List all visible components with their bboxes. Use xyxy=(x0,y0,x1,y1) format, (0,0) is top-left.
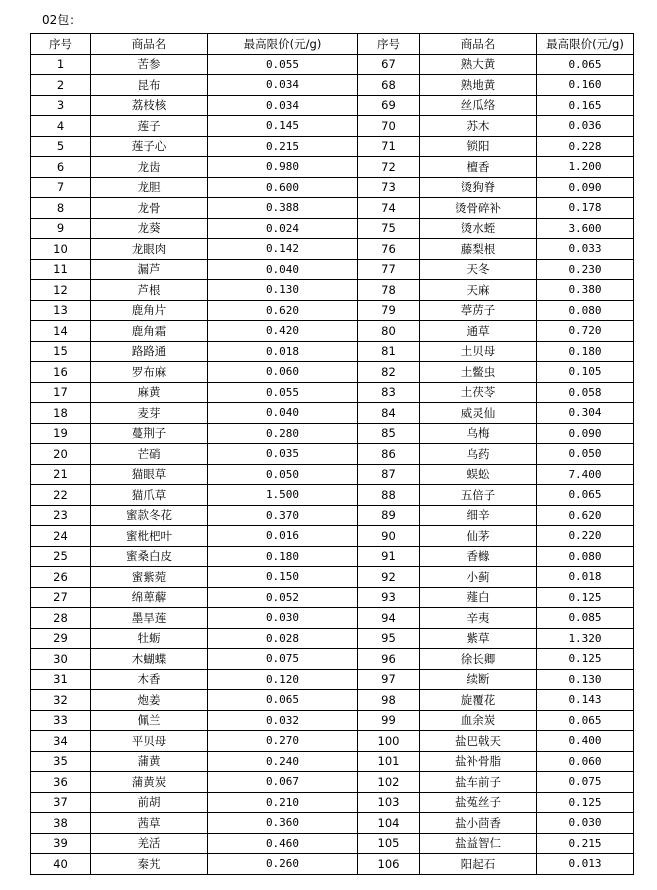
max-price-cell: 1.500 xyxy=(208,485,358,506)
product-name-cell: 熟大黄 xyxy=(420,54,537,75)
row-index-cell: 79 xyxy=(358,300,420,321)
table-row xyxy=(31,772,634,793)
header-row xyxy=(31,34,634,55)
product-name-cell: 天麻 xyxy=(420,280,537,301)
row-index-cell: 2 xyxy=(31,75,91,96)
product-name-cell: 葶苈子 xyxy=(420,300,537,321)
row-index-cell: 16 xyxy=(31,362,91,383)
max-price-cell: 0.620 xyxy=(537,505,634,526)
row-index-cell: 21 xyxy=(31,464,91,485)
max-price-cell: 0.080 xyxy=(537,546,634,567)
row-index-cell: 103 xyxy=(358,792,420,813)
row-index-cell: 1 xyxy=(31,54,91,75)
max-price-cell: 0.460 xyxy=(208,833,358,854)
product-name-cell: 昆布 xyxy=(91,75,208,96)
row-index-cell: 13 xyxy=(31,300,91,321)
product-name-cell: 天冬 xyxy=(420,259,537,280)
max-price-cell: 0.065 xyxy=(537,710,634,731)
row-index-cell: 36 xyxy=(31,772,91,793)
row-index-cell: 3 xyxy=(31,95,91,116)
product-name-cell: 羌活 xyxy=(91,833,208,854)
product-name-cell: 蜜紫菀 xyxy=(91,567,208,588)
max-price-cell: 0.620 xyxy=(208,300,358,321)
table-row xyxy=(31,259,634,280)
row-index-cell: 101 xyxy=(358,751,420,772)
row-index-cell: 30 xyxy=(31,649,91,670)
row-index-cell: 28 xyxy=(31,608,91,629)
max-price-cell: 0.052 xyxy=(208,587,358,608)
table-row xyxy=(31,464,634,485)
product-name-cell: 荔枝核 xyxy=(91,95,208,116)
table-row xyxy=(31,444,634,465)
row-index-cell: 105 xyxy=(358,833,420,854)
product-name-cell: 前胡 xyxy=(91,792,208,813)
product-name-cell: 土鳖虫 xyxy=(420,362,537,383)
max-price-cell: 0.125 xyxy=(537,649,634,670)
max-price-cell: 0.130 xyxy=(208,280,358,301)
row-index-cell: 37 xyxy=(31,792,91,813)
max-price-cell: 0.030 xyxy=(208,608,358,629)
table-row xyxy=(31,54,634,75)
row-index-cell: 93 xyxy=(358,587,420,608)
table-row xyxy=(31,157,634,178)
max-price-cell: 0.030 xyxy=(537,813,634,834)
row-index-cell: 99 xyxy=(358,710,420,731)
product-name-cell: 蔓荆子 xyxy=(91,423,208,444)
header-max-price: 最高限价(元/g) xyxy=(537,34,634,55)
max-price-cell: 0.215 xyxy=(208,136,358,157)
product-name-cell: 蒲黄 xyxy=(91,751,208,772)
row-index-cell: 22 xyxy=(31,485,91,506)
product-name-cell: 苦参 xyxy=(91,54,208,75)
row-index-cell: 39 xyxy=(31,833,91,854)
max-price-cell: 0.018 xyxy=(537,567,634,588)
max-price-cell: 0.065 xyxy=(537,485,634,506)
product-name-cell: 土茯苓 xyxy=(420,382,537,403)
max-price-cell: 0.067 xyxy=(208,772,358,793)
product-name-cell: 平贝母 xyxy=(91,731,208,752)
max-price-cell: 0.075 xyxy=(208,649,358,670)
max-price-cell: 0.230 xyxy=(537,259,634,280)
row-index-cell: 75 xyxy=(358,218,420,239)
product-name-cell: 续断 xyxy=(420,669,537,690)
max-price-cell: 0.075 xyxy=(537,772,634,793)
header-index: 序号 xyxy=(358,34,420,55)
row-index-cell: 72 xyxy=(358,157,420,178)
row-index-cell: 68 xyxy=(358,75,420,96)
table-row xyxy=(31,628,634,649)
row-index-cell: 84 xyxy=(358,403,420,424)
max-price-cell: 0.360 xyxy=(208,813,358,834)
max-price-cell: 0.215 xyxy=(537,833,634,854)
max-price-cell: 0.160 xyxy=(537,75,634,96)
max-price-cell: 0.058 xyxy=(537,382,634,403)
max-price-cell: 0.040 xyxy=(208,403,358,424)
max-price-cell: 0.050 xyxy=(537,444,634,465)
product-name-cell: 盐菟丝子 xyxy=(420,792,537,813)
product-name-cell: 锁阳 xyxy=(420,136,537,157)
product-name-cell: 龙眼肉 xyxy=(91,239,208,260)
table-row xyxy=(31,116,634,137)
table-row xyxy=(31,833,634,854)
max-price-cell: 0.130 xyxy=(537,669,634,690)
product-name-cell: 烫狗脊 xyxy=(420,177,537,198)
row-index-cell: 23 xyxy=(31,505,91,526)
product-name-cell: 香橼 xyxy=(420,546,537,567)
max-price-cell: 0.165 xyxy=(537,95,634,116)
table-row xyxy=(31,567,634,588)
row-index-cell: 104 xyxy=(358,813,420,834)
product-name-cell: 薤白 xyxy=(420,587,537,608)
max-price-cell: 0.033 xyxy=(537,239,634,260)
product-name-cell: 威灵仙 xyxy=(420,403,537,424)
max-price-cell: 0.013 xyxy=(537,854,634,875)
max-price-cell: 0.018 xyxy=(208,341,358,362)
table-row xyxy=(31,710,634,731)
row-index-cell: 70 xyxy=(358,116,420,137)
max-price-cell: 0.980 xyxy=(208,157,358,178)
row-index-cell: 6 xyxy=(31,157,91,178)
table-row xyxy=(31,177,634,198)
product-name-cell: 通草 xyxy=(420,321,537,342)
table-row xyxy=(31,280,634,301)
row-index-cell: 38 xyxy=(31,813,91,834)
max-price-cell: 0.120 xyxy=(208,669,358,690)
product-name-cell: 盐小茴香 xyxy=(420,813,537,834)
product-name-cell: 龙葵 xyxy=(91,218,208,239)
max-price-cell: 0.040 xyxy=(208,259,358,280)
max-price-cell: 0.036 xyxy=(537,116,634,137)
product-name-cell: 佩兰 xyxy=(91,710,208,731)
table-row xyxy=(31,485,634,506)
max-price-cell: 0.125 xyxy=(537,587,634,608)
row-index-cell: 71 xyxy=(358,136,420,157)
row-index-cell: 77 xyxy=(358,259,420,280)
max-price-cell: 0.090 xyxy=(537,423,634,444)
product-name-cell: 芦根 xyxy=(91,280,208,301)
max-price-cell: 0.143 xyxy=(537,690,634,711)
max-price-cell: 0.105 xyxy=(537,362,634,383)
header-max-price: 最高限价(元/g) xyxy=(208,34,358,55)
max-price-cell: 0.260 xyxy=(208,854,358,875)
product-name-cell: 丝瓜络 xyxy=(420,95,537,116)
max-price-cell: 3.600 xyxy=(537,218,634,239)
table-row xyxy=(31,587,634,608)
product-name-cell: 阳起石 xyxy=(420,854,537,875)
row-index-cell: 10 xyxy=(31,239,91,260)
product-name-cell: 藤梨根 xyxy=(420,239,537,260)
max-price-cell: 0.210 xyxy=(208,792,358,813)
row-index-cell: 40 xyxy=(31,854,91,875)
row-index-cell: 15 xyxy=(31,341,91,362)
table-row xyxy=(31,751,634,772)
row-index-cell: 87 xyxy=(358,464,420,485)
product-name-cell: 炮姜 xyxy=(91,690,208,711)
row-index-cell: 29 xyxy=(31,628,91,649)
product-name-cell: 蜈蚣 xyxy=(420,464,537,485)
max-price-cell: 0.304 xyxy=(537,403,634,424)
max-price-cell: 0.060 xyxy=(208,362,358,383)
product-name-cell: 龙胆 xyxy=(91,177,208,198)
max-price-cell: 0.180 xyxy=(537,341,634,362)
max-price-cell: 0.060 xyxy=(537,751,634,772)
row-index-cell: 9 xyxy=(31,218,91,239)
product-name-cell: 蜜枇杷叶 xyxy=(91,526,208,547)
price-table xyxy=(30,33,634,875)
product-name-cell: 乌药 xyxy=(420,444,537,465)
row-index-cell: 25 xyxy=(31,546,91,567)
product-name-cell: 乌梅 xyxy=(420,423,537,444)
table-row xyxy=(31,792,634,813)
product-name-cell: 血余炭 xyxy=(420,710,537,731)
product-name-cell: 鹿角霜 xyxy=(91,321,208,342)
table-row xyxy=(31,403,634,424)
row-index-cell: 73 xyxy=(358,177,420,198)
product-name-cell: 盐巴戟天 xyxy=(420,731,537,752)
row-index-cell: 95 xyxy=(358,628,420,649)
max-price-cell: 7.400 xyxy=(537,464,634,485)
product-name-cell: 细辛 xyxy=(420,505,537,526)
table-body xyxy=(31,54,634,874)
product-name-cell: 仙茅 xyxy=(420,526,537,547)
row-index-cell: 83 xyxy=(358,382,420,403)
row-index-cell: 12 xyxy=(31,280,91,301)
row-index-cell: 106 xyxy=(358,854,420,875)
row-index-cell: 34 xyxy=(31,731,91,752)
product-name-cell: 麦芽 xyxy=(91,403,208,424)
table-row xyxy=(31,690,634,711)
product-name-cell: 绵萆薢 xyxy=(91,587,208,608)
max-price-cell: 0.380 xyxy=(537,280,634,301)
product-name-cell: 罗布麻 xyxy=(91,362,208,383)
max-price-cell: 0.220 xyxy=(537,526,634,547)
product-name-cell: 烫骨碎补 xyxy=(420,198,537,219)
product-name-cell: 麻黄 xyxy=(91,382,208,403)
product-name-cell: 漏芦 xyxy=(91,259,208,280)
max-price-cell: 0.034 xyxy=(208,95,358,116)
table-row xyxy=(31,198,634,219)
product-name-cell: 木蝴蝶 xyxy=(91,649,208,670)
max-price-cell: 0.178 xyxy=(537,198,634,219)
max-price-cell: 0.034 xyxy=(208,75,358,96)
header-product-name: 商品名 xyxy=(420,34,537,55)
row-index-cell: 19 xyxy=(31,423,91,444)
table-row xyxy=(31,218,634,239)
max-price-cell: 0.024 xyxy=(208,218,358,239)
product-name-cell: 徐长卿 xyxy=(420,649,537,670)
table-row xyxy=(31,608,634,629)
max-price-cell: 0.080 xyxy=(537,300,634,321)
table-row xyxy=(31,813,634,834)
max-price-cell: 0.280 xyxy=(208,423,358,444)
max-price-cell: 0.420 xyxy=(208,321,358,342)
max-price-cell: 0.720 xyxy=(537,321,634,342)
max-price-cell: 0.388 xyxy=(208,198,358,219)
max-price-cell: 0.150 xyxy=(208,567,358,588)
max-price-cell: 0.228 xyxy=(537,136,634,157)
row-index-cell: 86 xyxy=(358,444,420,465)
row-index-cell: 96 xyxy=(358,649,420,670)
max-price-cell: 0.065 xyxy=(537,54,634,75)
row-index-cell: 88 xyxy=(358,485,420,506)
row-index-cell: 20 xyxy=(31,444,91,465)
product-name-cell: 猫爪草 xyxy=(91,485,208,506)
row-index-cell: 26 xyxy=(31,567,91,588)
row-index-cell: 98 xyxy=(358,690,420,711)
row-index-cell: 67 xyxy=(358,54,420,75)
product-name-cell: 路路通 xyxy=(91,341,208,362)
row-index-cell: 92 xyxy=(358,567,420,588)
product-name-cell: 蒲黄炭 xyxy=(91,772,208,793)
header-index: 序号 xyxy=(31,34,91,55)
table-row xyxy=(31,239,634,260)
row-index-cell: 90 xyxy=(358,526,420,547)
product-name-cell: 秦艽 xyxy=(91,854,208,875)
product-name-cell: 檀香 xyxy=(420,157,537,178)
table-row xyxy=(31,341,634,362)
max-price-cell: 0.032 xyxy=(208,710,358,731)
row-index-cell: 89 xyxy=(358,505,420,526)
max-price-cell: 0.016 xyxy=(208,526,358,547)
row-index-cell: 76 xyxy=(358,239,420,260)
product-name-cell: 牡蛎 xyxy=(91,628,208,649)
table-row xyxy=(31,75,634,96)
max-price-cell: 1.200 xyxy=(537,157,634,178)
max-price-cell: 0.145 xyxy=(208,116,358,137)
product-name-cell: 茜草 xyxy=(91,813,208,834)
row-index-cell: 74 xyxy=(358,198,420,219)
row-index-cell: 85 xyxy=(358,423,420,444)
product-name-cell: 墨旱莲 xyxy=(91,608,208,629)
product-name-cell: 龙齿 xyxy=(91,157,208,178)
table-row xyxy=(31,382,634,403)
max-price-cell: 0.085 xyxy=(537,608,634,629)
row-index-cell: 100 xyxy=(358,731,420,752)
table-row xyxy=(31,136,634,157)
max-price-cell: 1.320 xyxy=(537,628,634,649)
table-row xyxy=(31,505,634,526)
row-index-cell: 31 xyxy=(31,669,91,690)
max-price-cell: 0.065 xyxy=(208,690,358,711)
max-price-cell: 0.090 xyxy=(537,177,634,198)
row-index-cell: 4 xyxy=(31,116,91,137)
table-row xyxy=(31,669,634,690)
row-index-cell: 18 xyxy=(31,403,91,424)
product-name-cell: 木香 xyxy=(91,669,208,690)
table-row xyxy=(31,546,634,567)
table-row xyxy=(31,321,634,342)
product-name-cell: 熟地黄 xyxy=(420,75,537,96)
row-index-cell: 102 xyxy=(358,772,420,793)
section-caption: 02包： xyxy=(42,13,82,27)
max-price-cell: 0.370 xyxy=(208,505,358,526)
row-index-cell: 27 xyxy=(31,587,91,608)
row-index-cell: 33 xyxy=(31,710,91,731)
max-price-cell: 0.050 xyxy=(208,464,358,485)
row-index-cell: 69 xyxy=(358,95,420,116)
row-index-cell: 94 xyxy=(358,608,420,629)
row-index-cell: 7 xyxy=(31,177,91,198)
max-price-cell: 0.028 xyxy=(208,628,358,649)
max-price-cell: 0.180 xyxy=(208,546,358,567)
max-price-cell: 0.142 xyxy=(208,239,358,260)
product-name-cell: 盐车前子 xyxy=(420,772,537,793)
product-name-cell: 烫水蛭 xyxy=(420,218,537,239)
max-price-cell: 0.270 xyxy=(208,731,358,752)
table-row xyxy=(31,731,634,752)
product-name-cell: 五倍子 xyxy=(420,485,537,506)
product-name-cell: 龙骨 xyxy=(91,198,208,219)
row-index-cell: 35 xyxy=(31,751,91,772)
product-name-cell: 莲子 xyxy=(91,116,208,137)
row-index-cell: 14 xyxy=(31,321,91,342)
row-index-cell: 24 xyxy=(31,526,91,547)
max-price-cell: 0.400 xyxy=(537,731,634,752)
product-name-cell: 小蓟 xyxy=(420,567,537,588)
product-name-cell: 土贝母 xyxy=(420,341,537,362)
row-index-cell: 5 xyxy=(31,136,91,157)
row-index-cell: 17 xyxy=(31,382,91,403)
product-name-cell: 旋覆花 xyxy=(420,690,537,711)
table-row xyxy=(31,526,634,547)
product-name-cell: 紫草 xyxy=(420,628,537,649)
row-index-cell: 8 xyxy=(31,198,91,219)
table-row xyxy=(31,854,634,875)
row-index-cell: 91 xyxy=(358,546,420,567)
product-name-cell: 盐补骨脂 xyxy=(420,751,537,772)
table-row xyxy=(31,649,634,670)
product-name-cell: 芒硝 xyxy=(91,444,208,465)
product-name-cell: 苏木 xyxy=(420,116,537,137)
max-price-cell: 0.600 xyxy=(208,177,358,198)
row-index-cell: 11 xyxy=(31,259,91,280)
row-index-cell: 81 xyxy=(358,341,420,362)
row-index-cell: 82 xyxy=(358,362,420,383)
product-name-cell: 盐益智仁 xyxy=(420,833,537,854)
product-name-cell: 鹿角片 xyxy=(91,300,208,321)
max-price-cell: 0.055 xyxy=(208,54,358,75)
product-name-cell: 蜜款冬花 xyxy=(91,505,208,526)
table-row xyxy=(31,362,634,383)
max-price-cell: 0.125 xyxy=(537,792,634,813)
row-index-cell: 32 xyxy=(31,690,91,711)
row-index-cell: 78 xyxy=(358,280,420,301)
max-price-cell: 0.035 xyxy=(208,444,358,465)
product-name-cell: 莲子心 xyxy=(91,136,208,157)
product-name-cell: 蜜桑白皮 xyxy=(91,546,208,567)
table-row xyxy=(31,423,634,444)
row-index-cell: 97 xyxy=(358,669,420,690)
header-product-name: 商品名 xyxy=(91,34,208,55)
product-name-cell: 辛夷 xyxy=(420,608,537,629)
row-index-cell: 80 xyxy=(358,321,420,342)
max-price-cell: 0.055 xyxy=(208,382,358,403)
max-price-cell: 0.240 xyxy=(208,751,358,772)
table-row xyxy=(31,95,634,116)
product-name-cell: 猫眼草 xyxy=(91,464,208,485)
table-row xyxy=(31,300,634,321)
